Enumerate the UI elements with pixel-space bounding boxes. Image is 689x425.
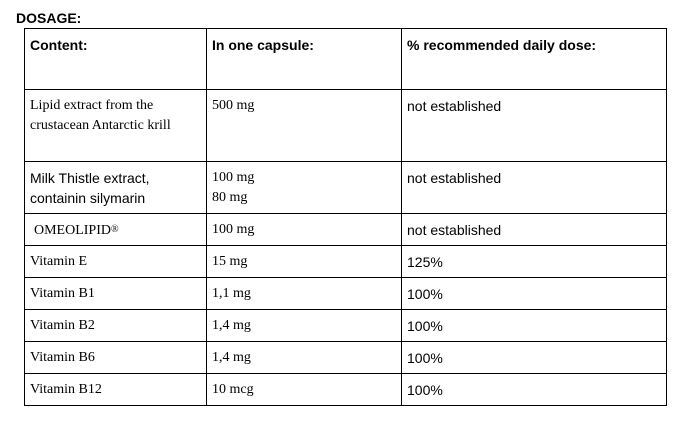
content-cell: Vitamin B1 bbox=[25, 278, 207, 310]
table-row bbox=[25, 90, 667, 162]
amount-cell bbox=[207, 214, 402, 246]
content-cell: Vitamin B2 bbox=[25, 310, 207, 342]
table-row bbox=[25, 246, 667, 278]
content-cell bbox=[25, 90, 207, 162]
daily-cell: 100% bbox=[402, 310, 667, 342]
amount-cell: 1,4 mg bbox=[207, 342, 402, 374]
header-in-one-capsule: In one capsule: bbox=[207, 29, 402, 90]
table-row bbox=[25, 374, 667, 406]
content-name: OMEOLIPID bbox=[34, 223, 111, 238]
table-row bbox=[25, 310, 667, 342]
table-row bbox=[25, 214, 667, 246]
content-line: Milk Thistle extract, bbox=[30, 170, 150, 186]
daily-cell: 100% bbox=[402, 374, 667, 406]
amount-cell: 15 mg bbox=[207, 246, 402, 278]
table-row bbox=[25, 278, 667, 310]
content-line: crustacean Antarctic krill bbox=[30, 118, 171, 133]
amount-cell: 1,1 mg bbox=[207, 278, 402, 310]
dosage-table bbox=[24, 28, 667, 406]
table-row bbox=[25, 342, 667, 374]
header-content: Content: bbox=[25, 29, 207, 90]
content-cell bbox=[25, 162, 207, 214]
amount-cell: 10 mcg bbox=[207, 374, 402, 406]
amount-line: 80 mg bbox=[212, 190, 248, 205]
table-row bbox=[25, 162, 667, 214]
registered-mark: ® bbox=[111, 224, 119, 235]
content-line: Lipid extract from the bbox=[30, 98, 154, 113]
daily-cell: 125% bbox=[402, 246, 667, 278]
daily-cell: not established bbox=[402, 90, 667, 162]
daily-cell: not established bbox=[402, 162, 667, 214]
dosage-heading: DOSAGE: bbox=[16, 10, 82, 26]
amount-line: 100 mg bbox=[212, 170, 255, 185]
amount-line: 500 mg bbox=[212, 98, 255, 113]
daily-cell: 100% bbox=[402, 342, 667, 374]
amount-cell bbox=[207, 162, 402, 214]
amount-cell bbox=[207, 90, 402, 162]
content-cell bbox=[25, 214, 207, 246]
content-cell: Vitamin B6 bbox=[25, 342, 207, 374]
amount-line: 100 mg bbox=[212, 222, 255, 237]
header-daily-dose: % recommended daily dose: bbox=[402, 29, 667, 90]
content-cell: Vitamin E bbox=[25, 246, 207, 278]
table-header-row bbox=[25, 29, 667, 90]
daily-cell: not established bbox=[402, 214, 667, 246]
content-cell: Vitamin B12 bbox=[25, 374, 207, 406]
content-line: containin silymarin bbox=[30, 190, 146, 206]
amount-cell: 1,4 mg bbox=[207, 310, 402, 342]
daily-cell: 100% bbox=[402, 278, 667, 310]
